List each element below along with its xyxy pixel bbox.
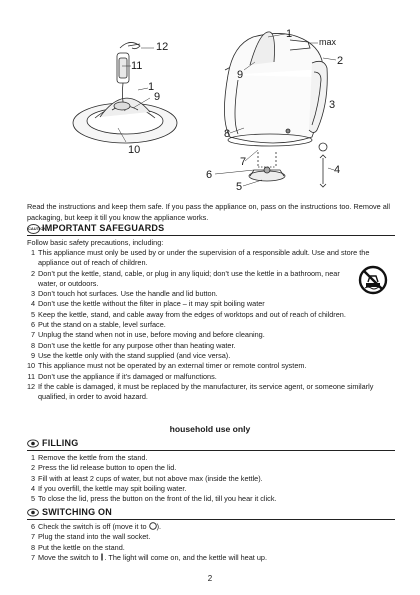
household-use-note: household use only: [169, 424, 251, 434]
callout-1: 1: [286, 28, 293, 40]
list-item: 6 Put the stand on a stable, level surface.: [30, 320, 166, 330]
off-symbol-icon: [149, 522, 157, 530]
eye-icon: [27, 508, 39, 517]
switching-on-list: [27, 522, 395, 563]
list-item: 7 Move the switch to . The light will come on, and the kettle will heat up.: [30, 552, 267, 562]
callout-7: 7: [240, 156, 247, 168]
list-item: 8 Don’t use the kettle for any purpose other than heating water.: [30, 340, 236, 350]
list-item: 4 If you overfill, the kettle may spit boiling water.: [30, 483, 187, 493]
stand-diagram: [73, 42, 177, 143]
callout-12: 12: [156, 41, 169, 53]
callout-2: 2: [337, 55, 344, 67]
list-item: 6 Check the switch is off (move it to ).: [30, 522, 162, 531]
callout-1-stand: 1: [148, 81, 155, 93]
list-item: 5 To close the lid, press the button on the front of the lid, till you hear it click.: [30, 494, 277, 504]
list-item: 1 This appliance must only be used by or under the supervision of a responsible adult. Use and store the appliance out of reach of children.: [30, 248, 370, 268]
callout-10: 10: [128, 144, 141, 156]
max-label: max: [319, 37, 337, 47]
list-item: 9 Use the kettle only with the stand supplied (and vice versa).: [30, 350, 231, 360]
no-immersion-icon: [358, 265, 388, 295]
list-item: 4 Don’t use the kettle without the filter in place – it may spit boiling water: [30, 299, 265, 309]
list-item: 3 Fill with at least 2 cups of water, but not above max (inside the kettle).: [30, 473, 263, 483]
list-item: 10 This appliance must not be operated by an external timer or remote control system.: [27, 361, 307, 371]
list-item: 12 If the cable is damaged, it must be replaced by the manufacturer, its service agent, or someone similarly qualified, in order to avoid hazard.: [27, 381, 374, 402]
list-item: 1 Remove the kettle from the stand.: [30, 453, 148, 462]
list-item: 2 Don’t put the kettle, stand, cable, or plug in any liquid; don’t use the kettle in a bathroom, near water, or outdoors.: [30, 268, 340, 288]
list-item: 7 Unplug the stand when not in use, before moving and before cleaning.: [30, 330, 265, 340]
section-header-filling: [27, 438, 395, 451]
list-item: 11 Don’t use the appliance if it’s damaged or malfunctions.: [27, 371, 217, 381]
callout-4: 4: [334, 164, 341, 176]
list-item: 5 Keep the kettle, stand, and cable away from the edges of worktops and out of reach of children.: [30, 309, 346, 319]
callout-8: 8: [224, 128, 231, 140]
section-header-switching-on: [27, 507, 395, 520]
list-item: 7 Plug the stand into the wall socket.: [30, 532, 151, 542]
section-title: FILLING: [42, 438, 79, 448]
list-item: 2 Press the lid release button to open the lid.: [30, 463, 177, 473]
filling-list: [27, 453, 395, 504]
list-item: 3 Don’t touch hot surfaces. Use the handle and lid button.: [30, 289, 218, 299]
safeguards-lead: Follow basic safety precautions, including:: [27, 238, 164, 247]
callout-11: 11: [131, 60, 143, 72]
callout-9: 9: [237, 69, 244, 81]
list-item: 8 Put the kettle on the stand.: [30, 542, 125, 552]
callout-3: 3: [329, 99, 336, 111]
callout-6: 6: [206, 169, 213, 181]
callout-9-stand: 9: [154, 91, 161, 103]
section-title: SWITCHING ON: [42, 507, 112, 517]
section-title: IMPORTANT SAFEGUARDS: [42, 223, 165, 233]
product-illustration: [0, 0, 420, 195]
warning-icon: CAUTION: [27, 224, 40, 234]
callout-5: 5: [236, 181, 243, 193]
intro-text: Read the instructions and keep them safe. If you pass the appliance on, pass on the instructions too. Remove all packaging, but keep it till you know the appliance works.: [27, 202, 391, 223]
section-header-safeguards: [27, 223, 395, 236]
eye-icon: [27, 439, 39, 448]
page-number: 2: [207, 574, 213, 583]
safeguards-list: [27, 248, 395, 402]
